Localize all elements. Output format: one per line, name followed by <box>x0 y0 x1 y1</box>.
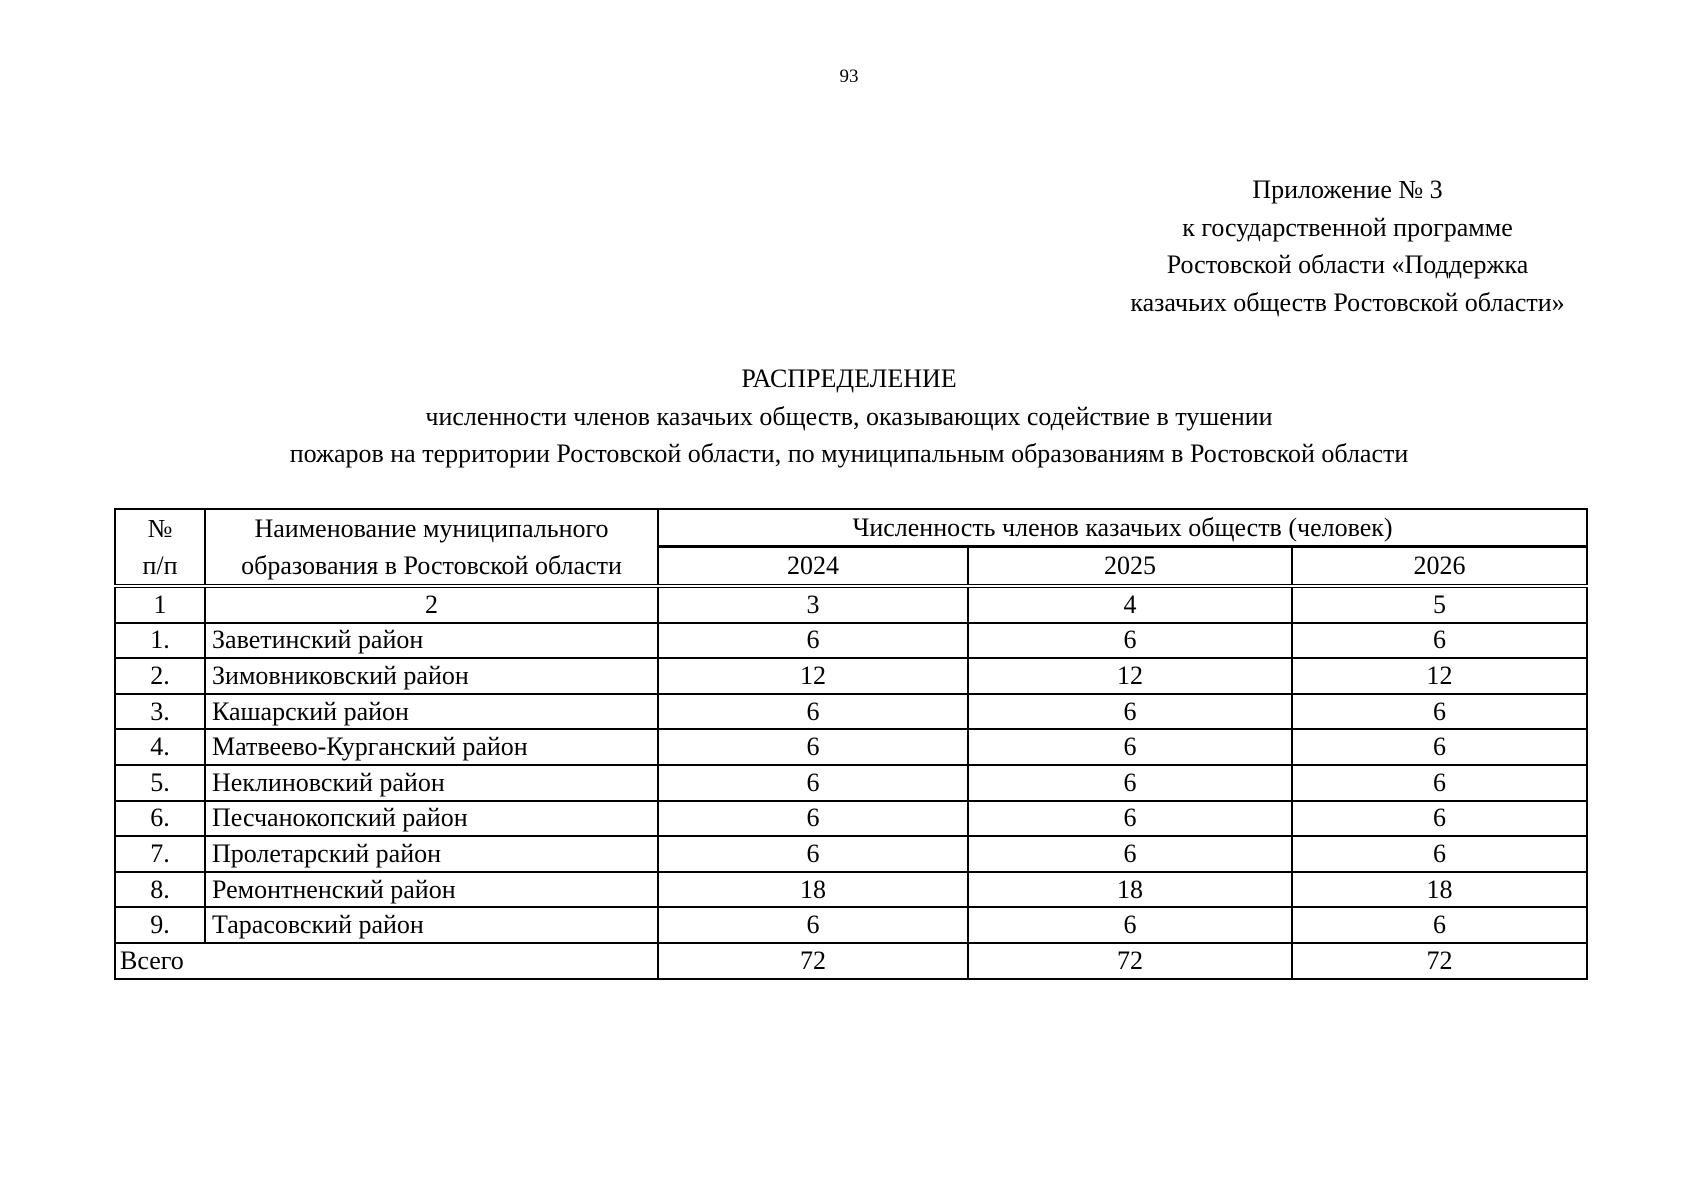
column-numbers-row <box>115 586 1587 623</box>
row-number: 4. <box>115 729 205 765</box>
table-header-row <box>115 509 1587 547</box>
value-2026: 12 <box>1292 658 1587 694</box>
title-line: пожаров на территории Ростовской области, по муниципальным образованиям в Ростовской области <box>289 439 1409 468</box>
value-2026: 6 <box>1292 694 1587 730</box>
table-row <box>115 872 1587 908</box>
appendix-block <box>1080 171 1615 321</box>
document-title <box>0 360 1698 473</box>
value-2024: 6 <box>658 729 968 765</box>
district-name: Песчанокопский район <box>205 801 658 837</box>
value-2025: 18 <box>968 872 1292 908</box>
row-number: 2. <box>115 658 205 694</box>
district-name: Кашарский район <box>205 694 658 730</box>
district-name: Неклиновский район <box>205 765 658 801</box>
title-heading: РАСПРЕДЕЛЕНИЕ <box>741 364 957 393</box>
value-2024: 12 <box>658 658 968 694</box>
header-group: Численность членов казачьих обществ (человек) <box>658 509 1587 547</box>
row-number: 6. <box>115 801 205 837</box>
row-number: 8. <box>115 872 205 908</box>
value-2024: 6 <box>658 623 968 659</box>
table-row <box>115 623 1587 659</box>
value-2025: 6 <box>968 765 1292 801</box>
district-name: Тарасовский район <box>205 907 658 943</box>
value-2025: 6 <box>968 729 1292 765</box>
district-name: Пролетарский район <box>205 836 658 872</box>
value-2026: 18 <box>1292 872 1587 908</box>
value-2024: 6 <box>658 694 968 730</box>
appendix-line: Ростовской области «Поддержка <box>1166 250 1529 279</box>
column-number: 3 <box>658 586 968 623</box>
row-number: 7. <box>115 836 205 872</box>
page-number: 93 <box>839 66 859 87</box>
column-number: 1 <box>115 586 205 623</box>
table-row <box>115 729 1587 765</box>
header-year: 2026 <box>1292 547 1587 586</box>
table-row <box>115 801 1587 837</box>
table-row <box>115 765 1587 801</box>
value-2024: 18 <box>658 872 968 908</box>
value-2026: 6 <box>1292 907 1587 943</box>
table-row <box>115 907 1587 943</box>
district-name: Зимовниковский район <box>205 658 658 694</box>
value-2025: 6 <box>968 623 1292 659</box>
table-row <box>115 836 1587 872</box>
district-name: Заветинский район <box>205 623 658 659</box>
value-2026: 6 <box>1292 836 1587 872</box>
header-name: Наименование муниципального образования в Ростовской области <box>205 509 658 586</box>
column-number: 5 <box>1292 586 1587 623</box>
district-name: Матвеево-Курганский район <box>205 729 658 765</box>
value-2025: 12 <box>968 658 1292 694</box>
total-2025: 72 <box>968 943 1292 979</box>
value-2025: 6 <box>968 836 1292 872</box>
value-2025: 6 <box>968 801 1292 837</box>
total-2026: 72 <box>1292 943 1587 979</box>
value-2024: 6 <box>658 907 968 943</box>
appendix-line: к государственной программе <box>1182 212 1513 242</box>
row-number: 3. <box>115 694 205 730</box>
value-2024: 6 <box>658 801 968 837</box>
table-row <box>115 658 1587 694</box>
title-line: численности членов казачьих обществ, оказывающих содействие в тушении <box>425 401 1273 431</box>
row-number: 5. <box>115 765 205 801</box>
value-2025: 6 <box>968 694 1292 730</box>
value-2026: 6 <box>1292 765 1587 801</box>
row-number: 1. <box>115 623 205 659</box>
distribution-table <box>114 508 1588 980</box>
column-number: 2 <box>205 586 658 623</box>
appendix-line: Приложение № 3 <box>1252 175 1443 204</box>
value-2024: 6 <box>658 765 968 801</box>
header-year: 2024 <box>658 547 968 586</box>
value-2024: 6 <box>658 836 968 872</box>
total-2024: 72 <box>658 943 968 979</box>
value-2025: 6 <box>968 907 1292 943</box>
total-label: Всего <box>115 943 658 979</box>
header-year: 2025 <box>968 547 1292 586</box>
appendix-line: казачьих обществ Ростовской области» <box>1130 287 1565 317</box>
district-name: Ремонтненский район <box>205 872 658 908</box>
row-number: 9. <box>115 907 205 943</box>
value-2026: 6 <box>1292 801 1587 837</box>
header-num: № п/п <box>115 509 205 586</box>
table-row <box>115 694 1587 730</box>
total-row <box>115 943 1587 979</box>
value-2026: 6 <box>1292 623 1587 659</box>
value-2026: 6 <box>1292 729 1587 765</box>
column-number: 4 <box>968 586 1292 623</box>
